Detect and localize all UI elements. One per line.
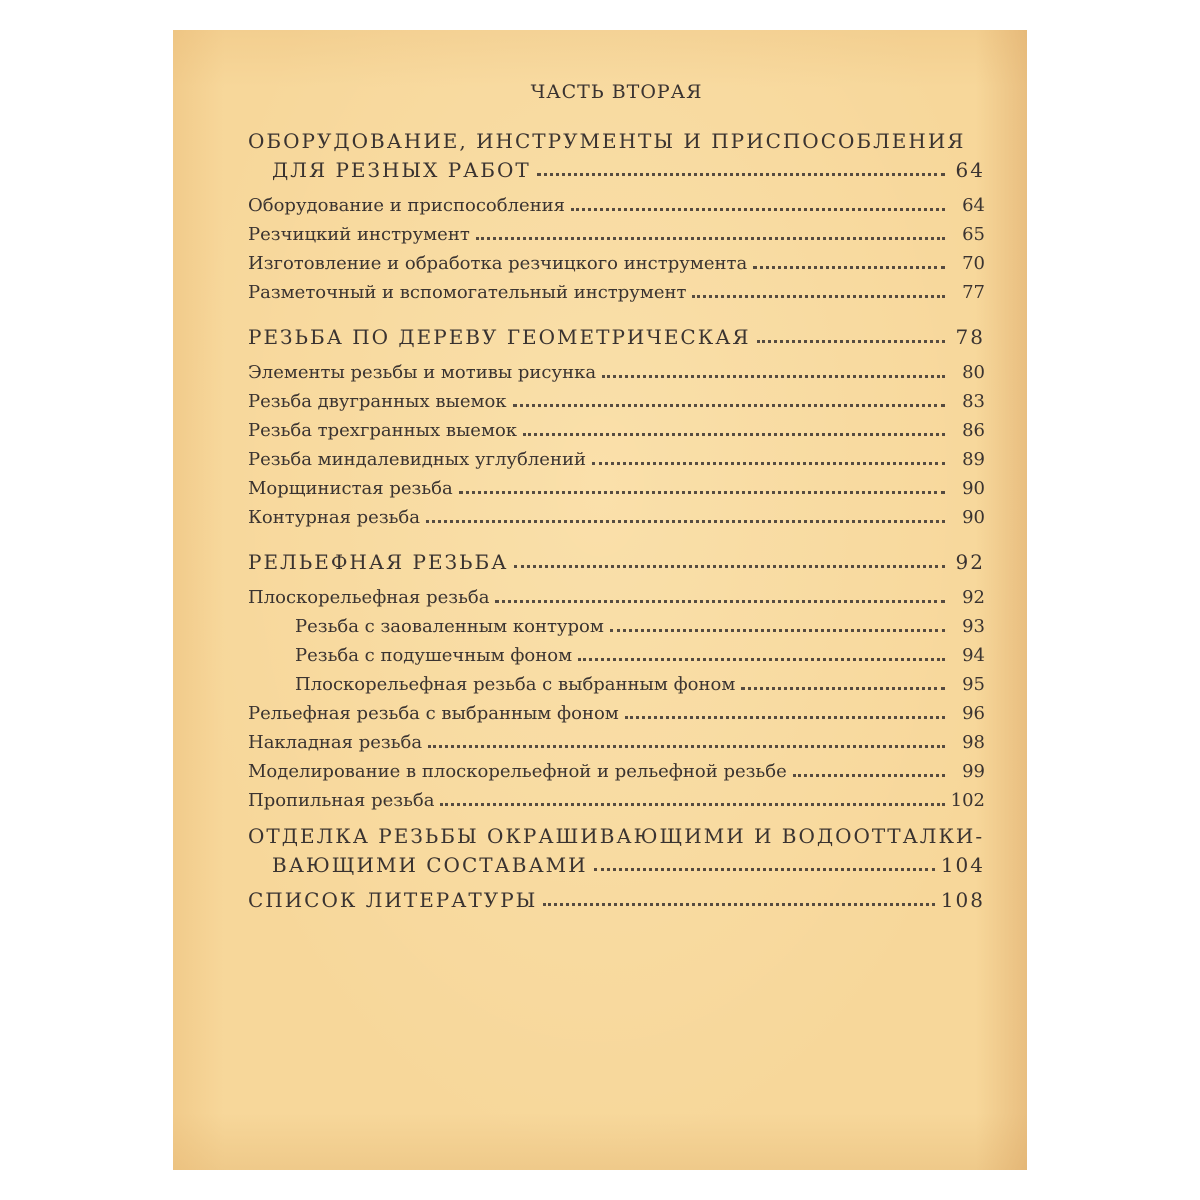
dot-leader: [757, 340, 945, 343]
entry-label: Моделирование в плоскорельефной и рельефной резьбе: [248, 761, 787, 782]
dot-leader: [543, 903, 934, 906]
entry-label: Резчицкий инструмент: [248, 224, 470, 245]
entry-label: Пропильная резьба: [248, 790, 435, 811]
toc-entry: [248, 474, 985, 503]
dot-leader: [571, 208, 945, 211]
page-number: 64: [955, 158, 985, 182]
entry-label: Морщинистая резьба: [248, 478, 453, 499]
dot-leader: [741, 687, 945, 690]
dot-leader: [594, 868, 935, 871]
dot-leader: [495, 600, 945, 603]
section-heading-label: СПИСОК ЛИТЕРАТУРЫ: [248, 888, 538, 912]
section-heading-finishing-cont: [248, 851, 985, 880]
page-number: 86: [962, 420, 985, 441]
dot-leader: [426, 520, 945, 523]
entry-label: Разметочный и вспомогательный инструмент: [248, 282, 687, 303]
page-number: 96: [962, 703, 985, 724]
entry-label: Плоскорельефная резьба: [248, 587, 490, 608]
page-number: 95: [962, 674, 985, 695]
entry-label: Элементы резьбы и мотивы рисунка: [248, 362, 597, 383]
page-number: 99: [962, 761, 985, 782]
dot-leader: [602, 375, 945, 378]
entry-label: Рельефная резьба с выбранным фоном: [248, 703, 619, 724]
section-heading-relief: [248, 548, 985, 577]
page-number: 93: [962, 616, 985, 637]
toc-entry: [248, 191, 985, 220]
dot-leader: [440, 803, 944, 806]
book-page: [173, 30, 1027, 1170]
dot-leader: [592, 462, 945, 465]
page-number: 92: [955, 550, 985, 574]
page-number: 108: [940, 888, 985, 912]
page-number: 70: [962, 253, 985, 274]
page-number: 83: [962, 391, 985, 412]
toc-entry: [248, 278, 985, 307]
toc-entry: [248, 699, 985, 728]
table-of-contents: [248, 78, 985, 915]
dot-leader: [625, 716, 945, 719]
toc-entry: [248, 786, 985, 815]
page-number: 80: [962, 362, 985, 383]
dot-leader: [523, 433, 945, 436]
toc-entry: [248, 583, 985, 612]
section-heading-label: РЕЛЬЕФНАЯ РЕЗЬБА: [248, 550, 509, 574]
section-heading-bibliography: [248, 886, 985, 915]
page-number: 92: [962, 587, 985, 608]
section-heading-label: ВАЮЩИМИ СОСТАВАМИ: [272, 853, 588, 877]
toc-entry: [248, 249, 985, 278]
toc-entry: [248, 503, 985, 532]
toc-entry: [248, 757, 985, 786]
page-number: 64: [962, 195, 985, 216]
page-number: 77: [962, 282, 985, 303]
entry-label: Резьба трехгранных выемок: [248, 420, 518, 441]
toc-entry: [248, 416, 985, 445]
section-heading-finishing: ОТДЕЛКА РЕЗЬБЫ ОКРАШИВАЮЩИМИ И ВОДООТТАЛКИ-: [248, 824, 985, 848]
toc-entry: [248, 220, 985, 249]
page-number: 90: [962, 507, 985, 528]
entry-label: Изготовление и обработка резчицкого инструмента: [248, 253, 748, 274]
dot-leader: [459, 491, 945, 494]
dot-leader: [428, 745, 945, 748]
entry-label: Резьба миндалевидных углублений: [248, 449, 586, 470]
dot-leader: [476, 237, 945, 240]
toc-entry: [248, 387, 985, 416]
entry-label: Резьба двугранных выемок: [248, 391, 507, 412]
section-heading-equipment-cont: [248, 156, 985, 185]
page-number: 104: [940, 853, 985, 877]
page-number: 90: [962, 478, 985, 499]
entry-label: Резьба с заоваленным контуром: [295, 616, 604, 637]
page-number: 78: [955, 325, 985, 349]
entry-label: Накладная резьба: [248, 732, 423, 753]
part-title: ЧАСТЬ ВТОРАЯ: [530, 81, 703, 103]
page-number: 102: [950, 790, 985, 811]
entry-label: Резьба с подушечным фоном: [295, 645, 573, 666]
dot-leader: [753, 266, 945, 269]
toc-entry: [248, 445, 985, 474]
dot-leader: [537, 173, 945, 176]
toc-subentry: [248, 612, 985, 641]
section-heading-geometric: [248, 323, 985, 352]
dot-leader: [513, 404, 945, 407]
dot-leader: [578, 658, 945, 661]
section-heading-label: РЕЗЬБА ПО ДЕРЕВУ ГЕОМЕТРИЧЕСКАЯ: [248, 325, 751, 349]
section-heading-label: ДЛЯ РЕЗНЫХ РАБОТ: [272, 158, 531, 182]
section-heading-equipment: ОБОРУДОВАНИЕ, ИНСТРУМЕНТЫ И ПРИСПОСОБЛЕНИЯ: [248, 129, 966, 153]
entry-label: Плоскорельефная резьба с выбранным фоном: [295, 674, 736, 695]
entry-label: Оборудование и приспособления: [248, 195, 566, 216]
entry-label: Контурная резьба: [248, 507, 421, 528]
page-number: 94: [962, 645, 985, 666]
dot-leader: [514, 565, 945, 568]
page-number: 89: [962, 449, 985, 470]
page-number: 98: [962, 732, 985, 753]
toc-entry: [248, 358, 985, 387]
dot-leader: [692, 295, 945, 298]
toc-entry: [248, 728, 985, 757]
dot-leader: [610, 629, 945, 632]
page-number: 65: [962, 224, 985, 245]
dot-leader: [793, 774, 945, 777]
toc-subentry: [248, 641, 985, 670]
toc-subentry: [248, 670, 985, 699]
